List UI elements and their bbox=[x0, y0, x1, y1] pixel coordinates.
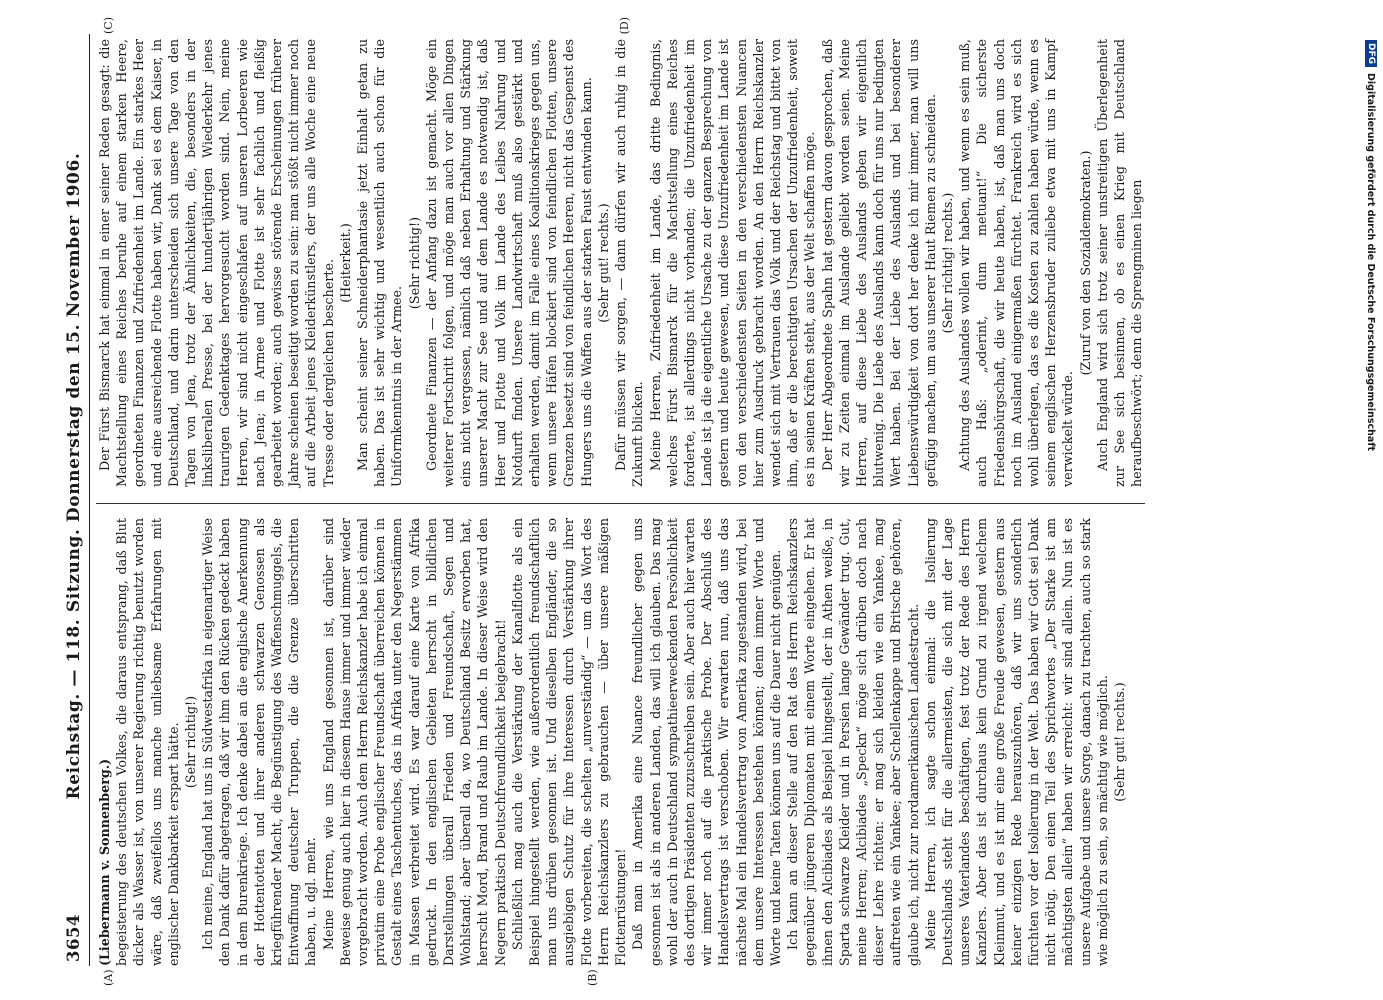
interjection: (Sehr gut! rechts.) bbox=[1111, 682, 1127, 802]
paragraph: Ich kann an dieser Stelle auf den Rat des Herrn Reichskanzlers gegenüber jüngeren Diplomaten mit einem Worte eingehen. Er hat ihnen den Alcibiades als Beispiel hingestellt, der in Athen weiße, in Sparta schwarze Kleider und in Persien lange Gewänder trug. Gut, meine Herren; Alcibiades „Speckn“ möge sich drüben doch nach dieser Lehre richten: er mag sich kleiden wie ein Yankee, mag auftreten wie ein Yankee; aber Schellenkappe und Britsche gehören, glaube ich, nicht zur nordamerikanischen Landestracht. bbox=[785, 518, 921, 966]
margin-marker-b: (B) bbox=[586, 969, 599, 986]
left-column bbox=[96, 503, 1145, 986]
paragraph: Ich meine, England hat uns in Südwestafrika in eigenartiger Weise den Dank dafür abgetragen, daß wir ihm den Rücken gedeckt haben in dem Burenkriege. Ich denke dabei an die englische Anerkennung der Hottentotten und ihrer anderen schwarzen Genossen als kriegführender Macht, die Begünstigung des Waffenschmuggels, die Entwaffnung deutscher Truppen, die die Grenze überschritten haben, u. dgl. mehr. bbox=[200, 518, 319, 966]
paragraph: Daß man in Amerika eine Nuance freundlicher gegen uns gesonnen ist als in anderen Landen, das will ich glauben. Das mag wohl der auch in Deutschland sympathieerweckenden Persönlichkeit des dortigen Präsidenten zuzuschreiben sein. Aber auch hier warten wir immer noch auf die praktische Probe. Der Abschluß des Handelsvertrags ist verschoben. Wir erwarten nun, daß uns das nächste Mal ein Handelsvertrag von Amerika zugestanden wird, bei dem unsere Interessen bestehen können; denn immer Worte und Worte und keine Taten können uns auf die Dauer nicht genügen. bbox=[630, 518, 783, 966]
margin-marker-c: (C) bbox=[102, 17, 115, 34]
dfg-logo: DFG bbox=[1365, 40, 1377, 67]
paragraph: Achtung des Auslandes wollen wir haben, und wenn es sein muß, auch Haß: „oderint, dum metuant!“ Die sicherste Friedensbürgschaft, die wir heute haben, ist, daß man uns doch noch im Ausland einigermaßen fürchtet. Frankreich wird es sich wohl überlegen, das es die Kosten zu zahlen haben würde, wenn es seinem englischen Herzensbruder zuliebe etwa mit uns in Kampf verwickelt würde. bbox=[957, 39, 1076, 487]
paragraph: Der Herr Abgeordnete Spahn hat gestern davon gesprochen, daß wir zu Zeiten einmal im Auslande geliebt worden seien. Meine Herren, auf diese Liebe des Auslands geben wir eigentlich blutwenig. Die Liebe des Auslands kann doch für uns nur bedingten Wert haben. Bei der Liebe des Auslands und bei besonderer Liebenswürdigkeit von dort her denke ich mir immer, man will uns gefügig machen, um aus unserer Haut Riemen zu schneiden. bbox=[819, 39, 938, 487]
speaker-name: (Liebermann v. Sonnenberg.) bbox=[97, 758, 112, 966]
paragraph: begeisterung des deutschen Volkes, die daraus entsprang, daß Blut dicker als Wasser ist, von unserer Regierung richtig benutzt worden wäre, daß zweifellos uns manche unliebsame Erfahrungen mit englischer Dankbarkeit erspart hätte. bbox=[114, 518, 181, 966]
paragraph: Der Fürst Bismarck hat einmal in einer seiner Reden gesagt: die Machtstellung eines Reiches beruhe auf einem starken Heere, geordneten Finanzen und Zufriedenheit im Lande. Ein starkes Heer und eine ausreichende Flotte haben wir, Dank sei es dem Kaiser, in Deutschland, und darin unterscheiden sich unsere Tage von den Tagen von Jena, trotz der Ähnlichkeiten, die, besonders in der linksliberalen Presse, bei der hundertjährigen Wiederkehr jenes traurigen Gedenktages hervorgesucht worden sind. Nein, meine Herren, wir sind nicht eingeschlafen auf unseren Lorbeeren wie nach Jena; in Armee und Flotte ist sehr fachlich und fleißig gearbeitet worden; auch gewisse störende Erscheinungen früherer Jahre scheinen beseitigt worden zu sein: man stößt nicht immer noch auf die Arbeit jenes Kleiderkünstlers, der uns alle Woche eine neue Tresse oder dergleichen bescherte. bbox=[97, 39, 336, 487]
paragraph: Meine Herren, ich sagte schon einmal: die Isolierung Deutschlands steht für die allermeisten, die sich mit der Lage unseres Vaterlandes beschäftigen, fest trotz der Rede des Herrn Kanzlers. Aber das ist durchaus kein Grund zu irgend welchem Kleinmut, und es ist mir eine große Freude gewesen, gestern aus keiner einzigen Rede herauszuhören, daß wir uns sonderlich fürchten vor der Isolierung in der Welt. Das haben wir Gott sei Dank nicht nötig. Den einen Teil des Sprichwortes „Der Starke ist am mächtigsten allein“ haben wir erreicht: wir sind allein. Nun ist es unsere Aufgabe und unsere Sorge, danach zu trachten, auch so stark wie möglich zu sein, so mächtig wie möglich. bbox=[922, 518, 1110, 966]
page-title: Reichstag. — 118. Sitzung. Donnerstag den 15. November 1906. bbox=[64, 152, 84, 800]
interjection: (Sehr gut! rechts.) bbox=[595, 203, 611, 323]
paragraph: Meine Herren, Zufriedenheit im Lande, das dritte Bedingnis, welches Fürst Bismarck für die Machtstellung eines Reiches forderte, ist allerdings nicht vorhanden; die Unzufriedenheit im Lande ist ja die eigentliche Ursache zu der ganzen Besprechung von gestern und heute gewesen, und diese Unzufriedenheit im Lande ist von den verschiedensten Seiten in den verschiedensten Nuancen hier zum Ausdruck gebracht worden. An den Herrn Reichskanzler wendet sich mit Vertrauen das Volk und der Reichstag und bittet von ihm, daß er die berechtigten Ursachen der Unzufriedenheit, soweit es in seinen Kräften steht, aus der Welt schaffen möge. bbox=[647, 39, 818, 487]
digitization-credit bbox=[1360, 0, 1382, 1000]
paragraph: Geordnete Finanzen — der Anfang dazu ist gemacht. Möge ein weiterer Fortschritt folgen, und möge man auch vor allen Dingen eins nicht vergessen, nämlich daß neben Erhaltung und Stärkung unserer Macht zur See und auf dem Lande es notwendig ist, daß Heer und Flotte und Volk im Lande des Leibes Nahrung und Notdurft finden. Unsere Landwirtschaft muß also gestärkt und erhalten werden, damit im Falle eines Koalitionskrieges gegen uns, wenn unsere Häfen blockiert sind von feindlichen Flotten, unsere Grenzen besetzt sind von feindlichen Heeren, nicht das Gespenst des Hungers uns die Waffen aus der starken Faust entwinden kann. bbox=[423, 39, 594, 487]
newspaper-page bbox=[56, 17, 1326, 986]
running-head bbox=[62, 34, 90, 966]
paragraph: Auch England wird sich trotz seiner unstreitigen Überlegenheit zur See sich besinnen, ob es einen Krieg mit Deutschland heraufbeschwört; denn die Sprengminen liegen bbox=[1094, 39, 1145, 487]
margin-marker-a: (A) bbox=[102, 969, 115, 986]
interjection: (Sehr richtig!) bbox=[183, 695, 199, 789]
text-columns bbox=[96, 17, 1145, 986]
credit-text: Digitalisierung gefördert durch die Deutsche Forschungsgemeinschaft bbox=[1365, 73, 1377, 451]
interjection: (Sehr richtig! rechts.) bbox=[939, 192, 955, 334]
page-number: 3654 bbox=[64, 914, 83, 962]
margin-marker-d: (D) bbox=[618, 17, 631, 35]
interjection: (Heiterkeit.) bbox=[337, 223, 353, 303]
interjection: (Sehr richtig!) bbox=[406, 216, 422, 310]
paragraph: Man scheint seiner Schneiderphantasie jetzt Einhalt getan zu haben. Das ist sehr wichtig und wesentlich auch schon für die Uniformkenntnis in der Armee. bbox=[355, 39, 405, 487]
right-column bbox=[96, 17, 1145, 503]
paragraph: Meine Herren, wie uns England gesonnen ist, darüber sind Beweise genug auch hier in diesem Hause immer und immer wieder vorgebracht worden. Auch dem Herrn Reichskanzler habe ich einmal privatim eine Probe englischer Freundschaft überreichen können in Gestalt eines Taschentuches, das in Afrika unter den Negerstämmen in Massen verbreitet wird. Es war darauf eine Karte von Afrika gedruckt. In den englischen Gebieten herrscht in bildlichen Darstellungen überall Frieden und Freundschaft, Segen und Wohlstand; aber überall da, wo Deutschland Besitz erworben hat, herrscht Mord, Brand und Raub im Lande. In dieser Weise wird den Negern praktisch Deutschfreundlichkeit beigebracht! bbox=[320, 518, 508, 966]
paragraph: Schließlich mag auch die Verstärkung der Kanalflotte als ein Beispiel hingestellt werden, wie außerordentlich freundschaftlich man uns drüben gesonnen ist. Und dieselben Engländer, die so ausgiebigen Schutz für ihre Interessen durch Verstärkung ihrer Flotte vorbereiten, die schelten „unverständig“ — um das Wort des Herrn Reichskanzlers zu gebrauchen — über unsere mäßigen Flottenrüstungen! bbox=[509, 518, 629, 966]
credit-line bbox=[1360, 0, 1382, 1000]
paragraph: Dafür müssen wir sorgen, — dann dürfen wir auch ruhig in die Zukunft blicken. bbox=[613, 39, 646, 487]
interjection: (Zuruf von den Sozialdemokraten.) bbox=[1077, 150, 1093, 376]
